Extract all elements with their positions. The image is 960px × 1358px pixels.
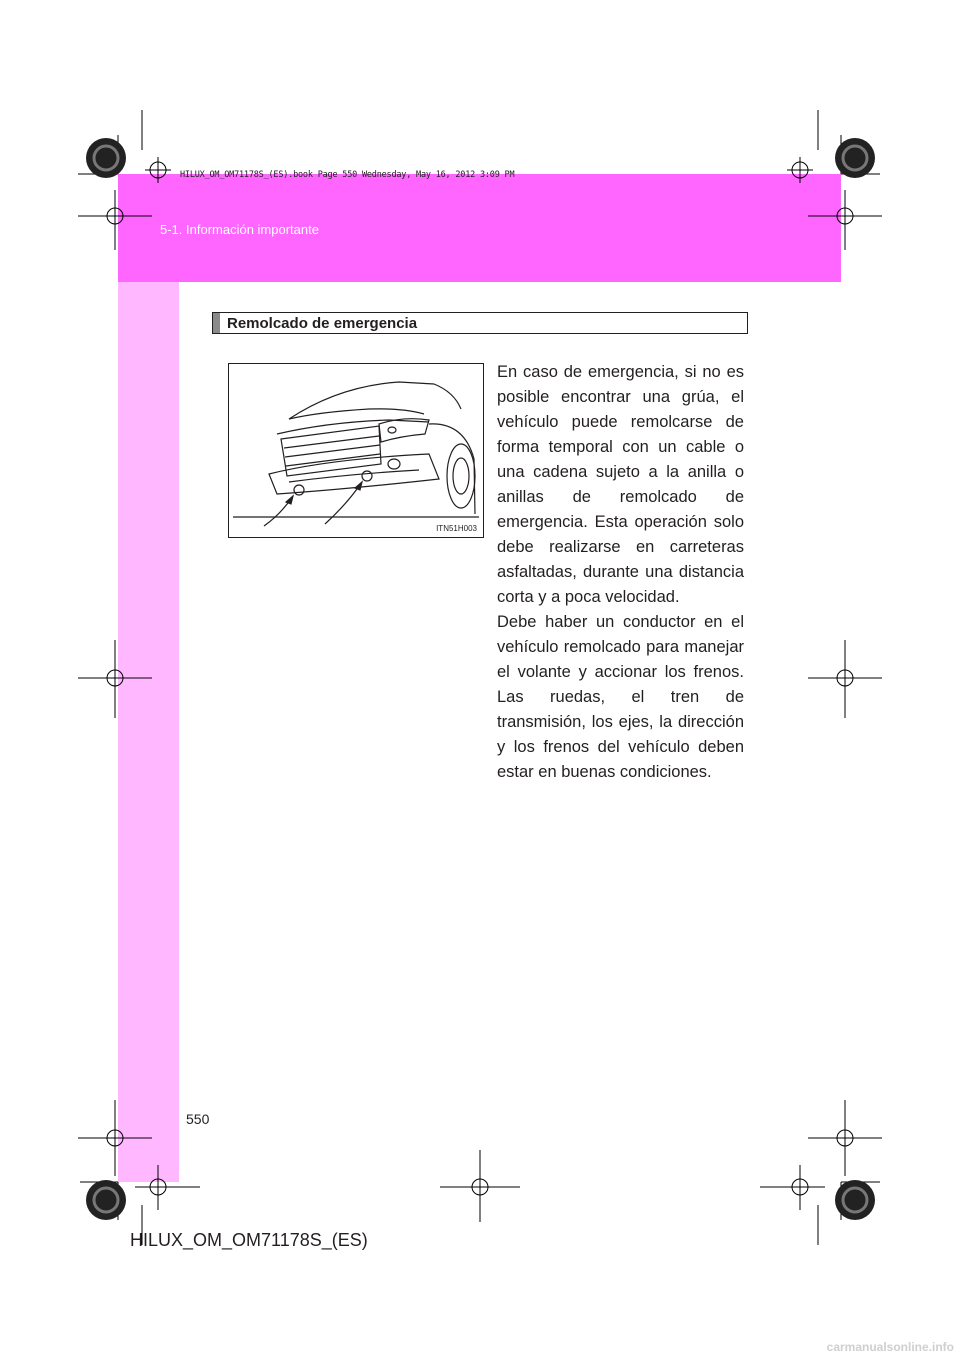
watermark: carmanualsonline.info: [826, 1340, 954, 1354]
footer-code: HILUX_OM_OM71178S_(ES): [130, 1230, 368, 1250]
body-text: [497, 360, 744, 785]
paragraph-requirements: Debe haber un conductor en el vehículo remolcado para manejar el volante y accionar los frenos. Las ruedas, el tren de transmisión, los ejes, la dirección y los frenos del vehículo deben estar en buenas condiciones.: [497, 613, 744, 781]
section-title: Remolcado de emergencia: [227, 315, 418, 332]
section-heading: [212, 312, 748, 334]
section-header: 5-1. Información importante: [160, 222, 319, 237]
heading-accent-bar: [213, 313, 220, 333]
print-info: HILUX_OM_OM71178S_(ES).book Page 550 Wednesday, May 16, 2012 3:09 PM: [180, 170, 515, 180]
star-target-icon: [86, 138, 875, 1220]
paragraph-intro: En caso de emergencia, si no es posible encontrar una grúa, el vehículo puede remolcarse de forma temporal con un cable o una cadena sujeto a la anilla o anillas de remolcado de emergencia. Esta operación solo debe realizarse en carreteras asfaltadas, durante una distancia corta y a poca velocidad.: [497, 363, 744, 606]
page-number: 550: [186, 1111, 210, 1127]
vehicle-front-drawing: [229, 364, 485, 539]
towing-eye-illustration: [228, 363, 484, 538]
figure-code: ITN51H003: [436, 524, 477, 533]
